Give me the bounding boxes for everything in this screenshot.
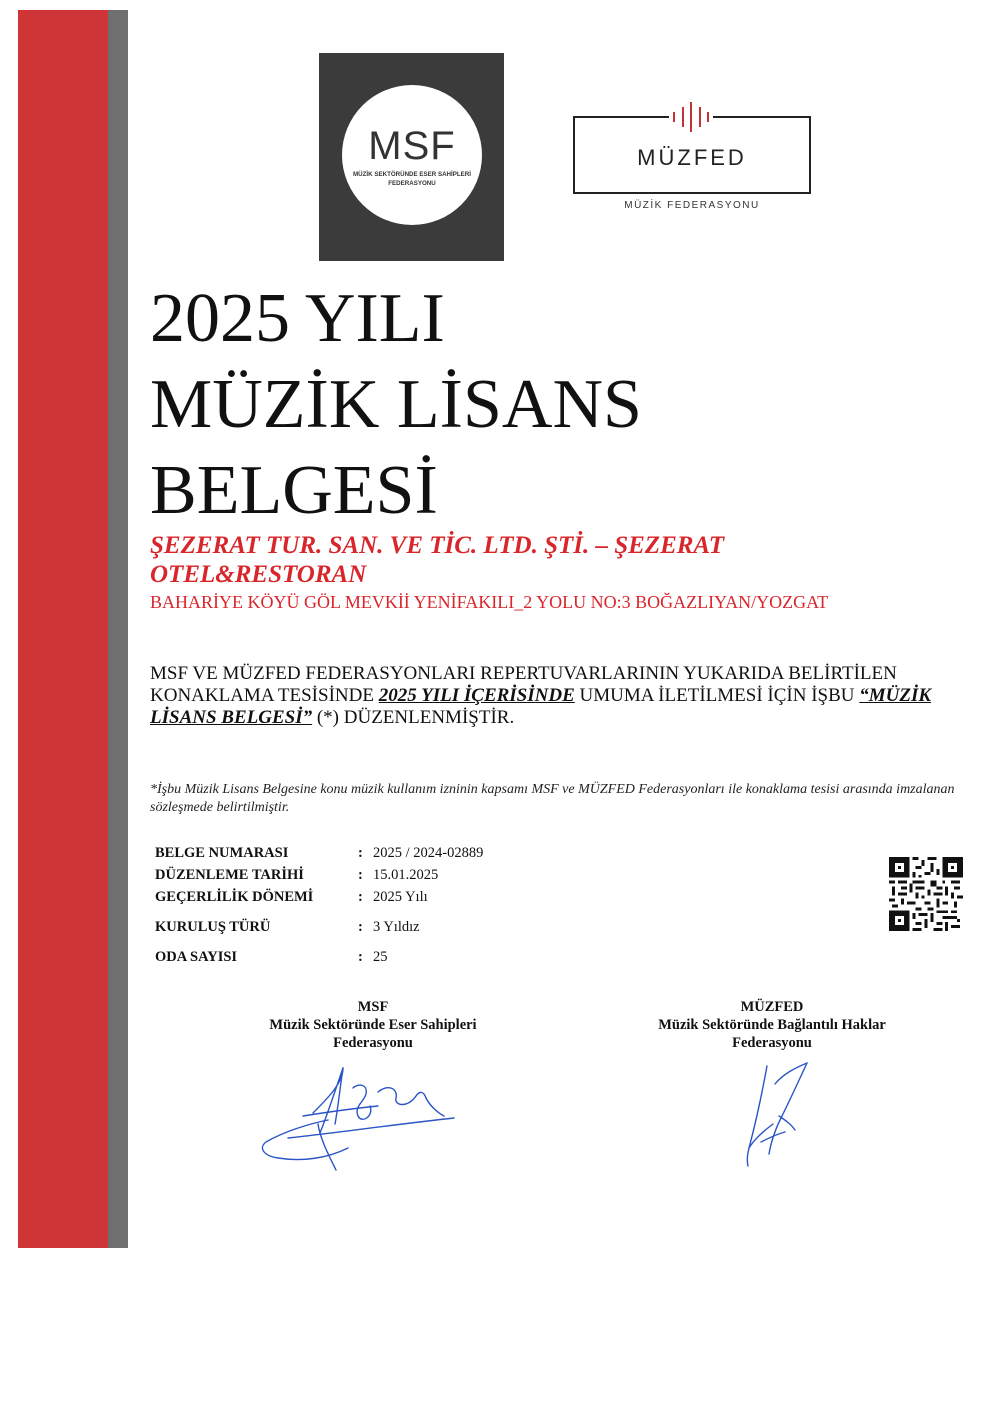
signatory-name: Müzik Sektöründe Bağlantılı Haklar [658,1017,886,1033]
detail-value: 2025 / 2024-02889 [373,845,484,861]
sound-bars-icon [669,100,713,134]
statement-part-3: (*) DÜZENLENMİŞTİR. [312,707,515,728]
title-line-1: 2025 YILI [150,280,445,357]
detail-value: 3 Yıldız [373,919,420,935]
document-title [150,276,642,534]
signatory-abbr: MÜZFED [740,999,804,1015]
gray-side-stripe [108,10,128,1248]
detail-separator: : [358,919,363,935]
detail-label: KURULUŞ TÜRÜ [155,919,271,935]
msf-logo-word: MSF [368,124,456,169]
detail-value: 2025 Yılı [373,889,428,905]
muzfed-logo [573,96,811,216]
msf-logo-subtitle-line1: MÜZİK SEKTÖRÜNDE ESER SAHİPLERİ [353,171,471,179]
licensee-address: BAHARİYE KÖYÜ GÖL MEVKİİ YENİFAKILI_2 YOLU NO:3 BOĞAZLIYAN/YOZGAT [150,592,829,612]
signatory-name: Müzik Sektöründe Eser Sahipleri [269,1017,477,1033]
detail-value: 25 [373,949,388,965]
msf-logo-circle [342,85,482,225]
detail-label: GEÇERLİLİK DÖNEMİ [155,889,314,905]
red-side-stripe [18,10,108,1248]
signatory-name-suffix: Federasyonu [732,1035,812,1051]
license-statement [150,663,970,729]
signatory-muzfed [622,998,922,1052]
qr-code-icon [889,857,963,931]
licensee-name: ŞEZERAT TUR. SAN. VE TİC. LTD. ŞTİ. – ŞEZERAT OTEL&RESTORAN [150,532,724,588]
detail-separator: : [358,949,363,965]
statement-part-2: UMUMA İLETİLMESİ İÇİN İŞBU [574,685,860,706]
muzfed-signature [735,1058,815,1173]
msf-signature [258,1058,458,1178]
detail-label: ODA SAYISI [155,949,238,965]
detail-label: BELGE NUMARASI [155,845,289,861]
detail-value: 15.01.2025 [373,867,439,883]
signatory-name-suffix: Federasyonu [333,1035,413,1051]
statement-part-1: MSF VE MÜZFED FEDERASYONLARI REPERTUVARLARININ YUKARIDA BELİRTİLEN KONAKLAMA TESİSİNDE [150,663,897,706]
msf-logo-subtitle-line2: FEDERASYONU [388,179,436,187]
statement-period-emphasis: 2025 YILI İÇERİSİNDE [378,685,575,706]
statement-document-emphasis: “MÜZİK LİSANS BELGESİ” [150,685,932,728]
msf-logo [319,53,504,261]
signatory-abbr: MSF [357,999,389,1015]
muzfed-logo-word: MÜZFED [637,145,747,170]
signatory-msf [223,998,523,1052]
detail-separator: : [358,867,363,883]
footnote: *İşbu Müzik Lisans Belgesine konu müzik kullanım izninin kapsamı MSF ve MÜZFED Federasyonları ile konaklama tesisi arasında imzalanan sözleşmede belirtilmiştir. [150,782,955,815]
muzfed-logo-subtitle: MÜZİK FEDERASYONU [624,200,760,211]
detail-separator: : [358,889,363,905]
msf-logo-subtitle [351,171,473,188]
title-line-2: MÜZİK LİSANS [150,366,642,443]
detail-separator: : [358,845,363,861]
detail-label: DÜZENLEME TARİHİ [155,867,304,883]
title-line-3: BELGESİ [150,452,438,529]
